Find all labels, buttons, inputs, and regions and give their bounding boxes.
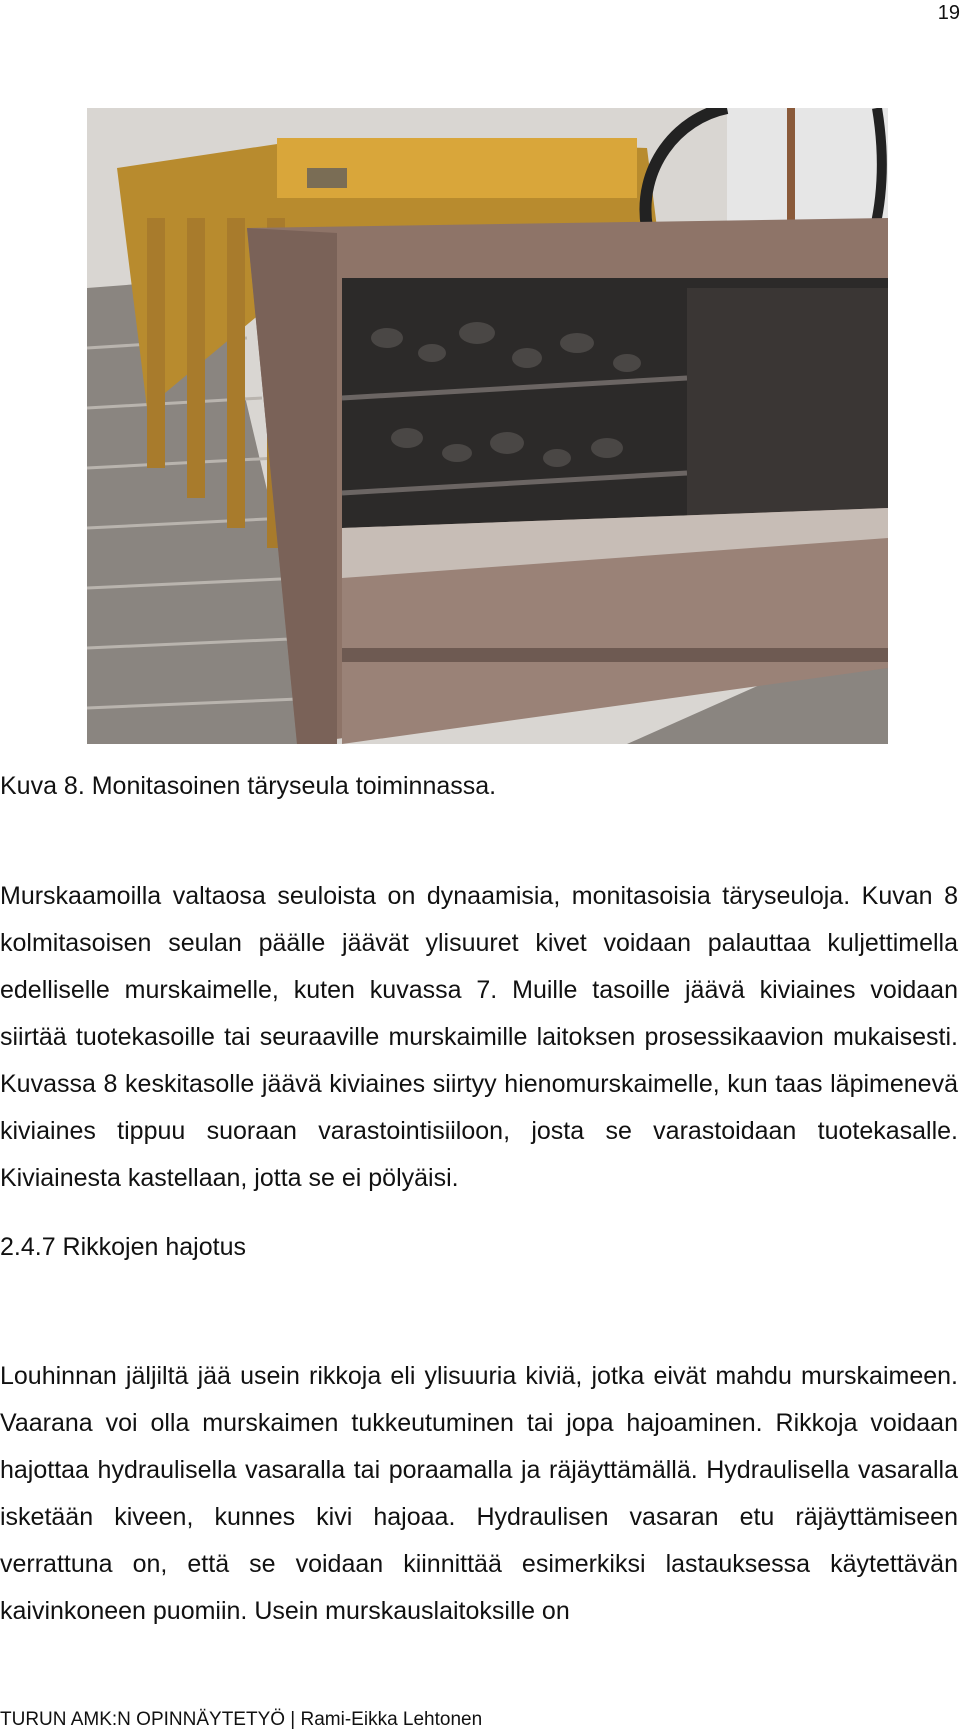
paragraph-1: Murskaamoilla valtaosa seuloista on dynaamisia, monitasoisia täryseuloja. Kuvan 8 kolmitasoisen seulan päälle jäävät ylisuuret kivet voidaan palauttaa kuljettimella edelliselle murskaimelle, kuten kuvassa 7. Muille tasoille jäävä kiviaines voidaan siirtää tuotekasoille tai seuraaville murskaimille laitoksen prosessikaavion mukaisesti. Kuvassa 8 keskitasolle jäävä kiviaines siirtyy hienomurskaimelle, kun taas läpimenevä kiviaines tippuu suoraan varastointisiiloon, josta se varastoidaan tuotekasalle. Kiviainesta kastellaan, jotta se ei pölyäisi. — [0, 882, 958, 1192]
screen-photo — [87, 108, 888, 744]
paragraph-2: Louhinnan jäljiltä jää usein rikkoja eli ylisuuria kiviä, jotka eivät mahdu murskaimeen. Vaarana voi olla murskaimen tukkeutuminen tai jopa hajoaminen. Rikkoja voidaan hajottaa hydraulisella vasaralla tai poraamalla ja räjäyttämällä. Hydraulisella vasaralla isketään kiveen, kunnes kivi hajoaa. Hydraulisen vasaran etu räjäyttämiseen verrattuna on, että se voidaan kiinnittää esimerkiksi lastauksessa käytettävän kaivinkoneen puomiin. Usein murskauslaitoksille on — [0, 1362, 958, 1625]
page-number: 19 — [937, 2, 960, 24]
vibrating-screen-illustration — [87, 108, 888, 744]
figure-caption: Kuva 8. Monitasoinen täryseula toiminnassa. — [0, 772, 497, 800]
page-footer: TURUN AMK:N OPINNÄYTETYÖ | Rami-Eikka Lehtonen — [0, 1709, 483, 1730]
section-heading: 2.4.7 Rikkojen hajotus — [0, 1233, 246, 1261]
